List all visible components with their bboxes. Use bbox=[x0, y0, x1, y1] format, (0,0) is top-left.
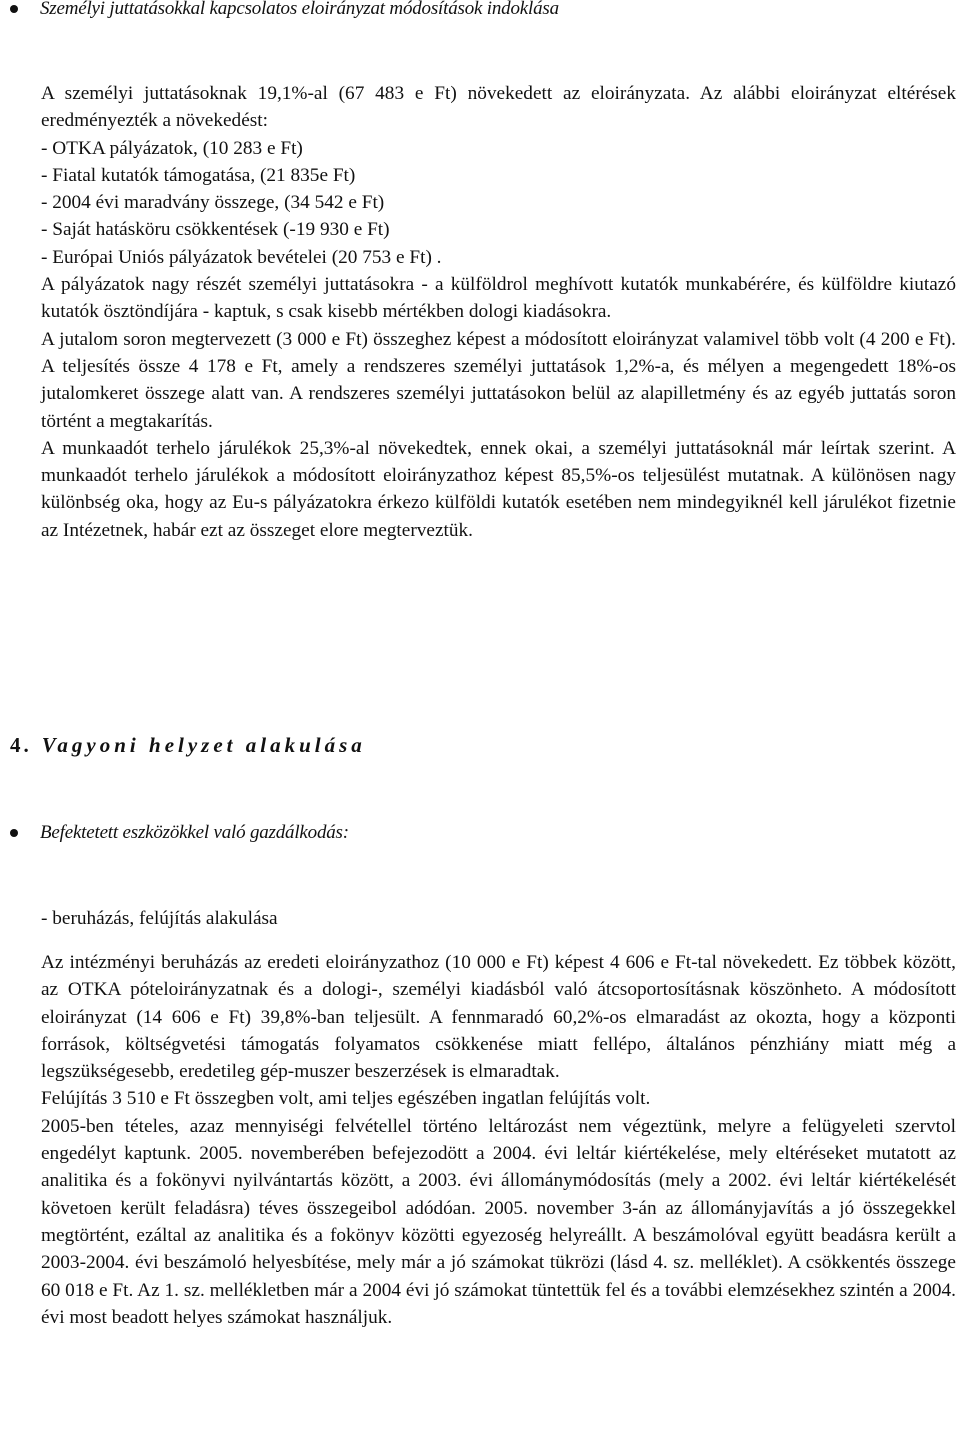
section-title bbox=[10, 733, 366, 758]
list-item: - OTKA pályázatok, (10 283 e Ft) bbox=[41, 137, 303, 159]
bullet-heading-text: Személyi juttatásokkal kapcsolatos eloirányzat módosítások indoklása bbox=[40, 0, 559, 19]
list-item: - Európai Uniós pályázatok bevételei (20 753 e Ft) . bbox=[41, 246, 442, 268]
list-item: - Fiatal kutatók támogatása, (21 835e Ft) bbox=[41, 164, 356, 186]
paragraph: Az intézményi beruházás az eredeti eloirányzathoz (10 000 e Ft) képest 4 606 e Ft-tal növekedett. Ez többek között, az OTKA póteloirányzatnak és a dologi-, személyi kiadásból való átcsoportosításnak köszönheto. A módosított eloirányzat (14 606 e Ft) 39,8%-ban teljesült. A fennmaradó 60,2%-os elmaradást az okozta, hogy a központi források, költségvetési támogatás folyamatos csökkenése miatt fellépo, általános pénzhiány miatt még a legszükségesebb, eredetileg gép-muszer beszerzések is elmaradtak. bbox=[41, 952, 956, 1083]
bullet-icon bbox=[10, 5, 18, 13]
sub-label: - beruházás, felújítás alakulása bbox=[41, 908, 278, 929]
bullet-heading-assets bbox=[10, 822, 349, 844]
section1-body bbox=[41, 80, 956, 544]
bullet-heading-personal bbox=[10, 0, 559, 20]
list-item: - 2004 évi maradvány összege, (34 542 e Ft) bbox=[41, 192, 385, 214]
list-item: - Saját hatásköru csökkentések (-19 930 e Ft) bbox=[41, 219, 390, 241]
paragraph: A pályázatok nagy részét személyi juttatásokra - a külföldrol meghívott kutatók munkabérére, és külföldre kiutazó kutatók ösztöndíjára - kaptuk, s csak kisebb mértékben dologi kiadásokra. bbox=[41, 274, 956, 323]
section-title-text: Vagyoni helyzet alakulása bbox=[41, 733, 366, 757]
paragraph: 2005-ben tételes, azaz mennyiségi felvétellel történo leltározást nem végeztünk, melyre a felügyeleti szervtol engedélyt kaptunk. 2005. novemberében befejezodött a 2004. évi leltár kiértékelése, mely eltéréseket mutatott az analitika és a fokönyvi nyilvántartás között, a 2003. évi állománymódosítás (mely a 2002. évi leltár kiértékelését követoen került feladásra) téves összegeibol adódóan. 2005. november 3-án az állományjavítás a jó összegekkel megtörtént, ezáltal az analitika és a fokönyv közötti egyezoség helyreállt. A beszámolóval együtt beadásra került a 2003-2004. évi beszámoló helyesbítése, mely már a jó számokat tükrözi (lásd 4. sz. melléklet). A csökkentés összege 60 018 e Ft. Az 1. sz. mellékletben már a 2004 évi jó számokat tüntettük fel és a további elemzésekhez szintén a 2004. évi most beadott helyes számokat használjuk. bbox=[41, 1115, 956, 1328]
paragraph: Felújítás 3 510 e Ft összegben volt, ami teljes egészében ingatlan felújítás volt. bbox=[41, 1088, 651, 1110]
bullet-icon bbox=[10, 829, 18, 837]
section2-body bbox=[41, 949, 956, 1331]
section-number: 4. bbox=[10, 733, 32, 757]
paragraph: A munkaadót terhelo járulékok 25,3%-al növekedtek, ennek okai, a személyi juttatásoknál már leírtak szerint. A munkaadót terhelo járulékok a módosított eloirányzathoz képest 85,5%-os teljesülést mutatnak. A különösen nagy különbség oka, hogy az Eu-s pályázatokra érkezo külföldi kutatók esetében nem mindegyiknél kell járulékot fizetnie az Intézetnek, habár ezt az összeget elore megterveztük. bbox=[41, 437, 956, 541]
paragraph: A jutalom soron megtervezett (3 000 e Ft) összeghez képest a módosított eloirányzat valamivel több volt (4 200 e Ft). A teljesítés össze 4 178 e Ft, amely a rendszeres személyi juttatások 1,2%-a, és mélyen a megengedett 18%-os jutalomkeret összege alatt van. A rendszeres személyi juttatásokon belül az alapilletmény és az egyéb juttatás soron történt a megtakarítás. bbox=[41, 328, 956, 432]
bullet-heading-text: Befektetett eszközökkel való gazdálkodás: bbox=[40, 822, 349, 843]
intro-paragraph: A személyi juttatásoknak 19,1%-al (67 483 e Ft) növekedett az eloirányzata. Az alábbi eloirányzat eltérések eredményezték a növekedést: bbox=[41, 83, 956, 132]
